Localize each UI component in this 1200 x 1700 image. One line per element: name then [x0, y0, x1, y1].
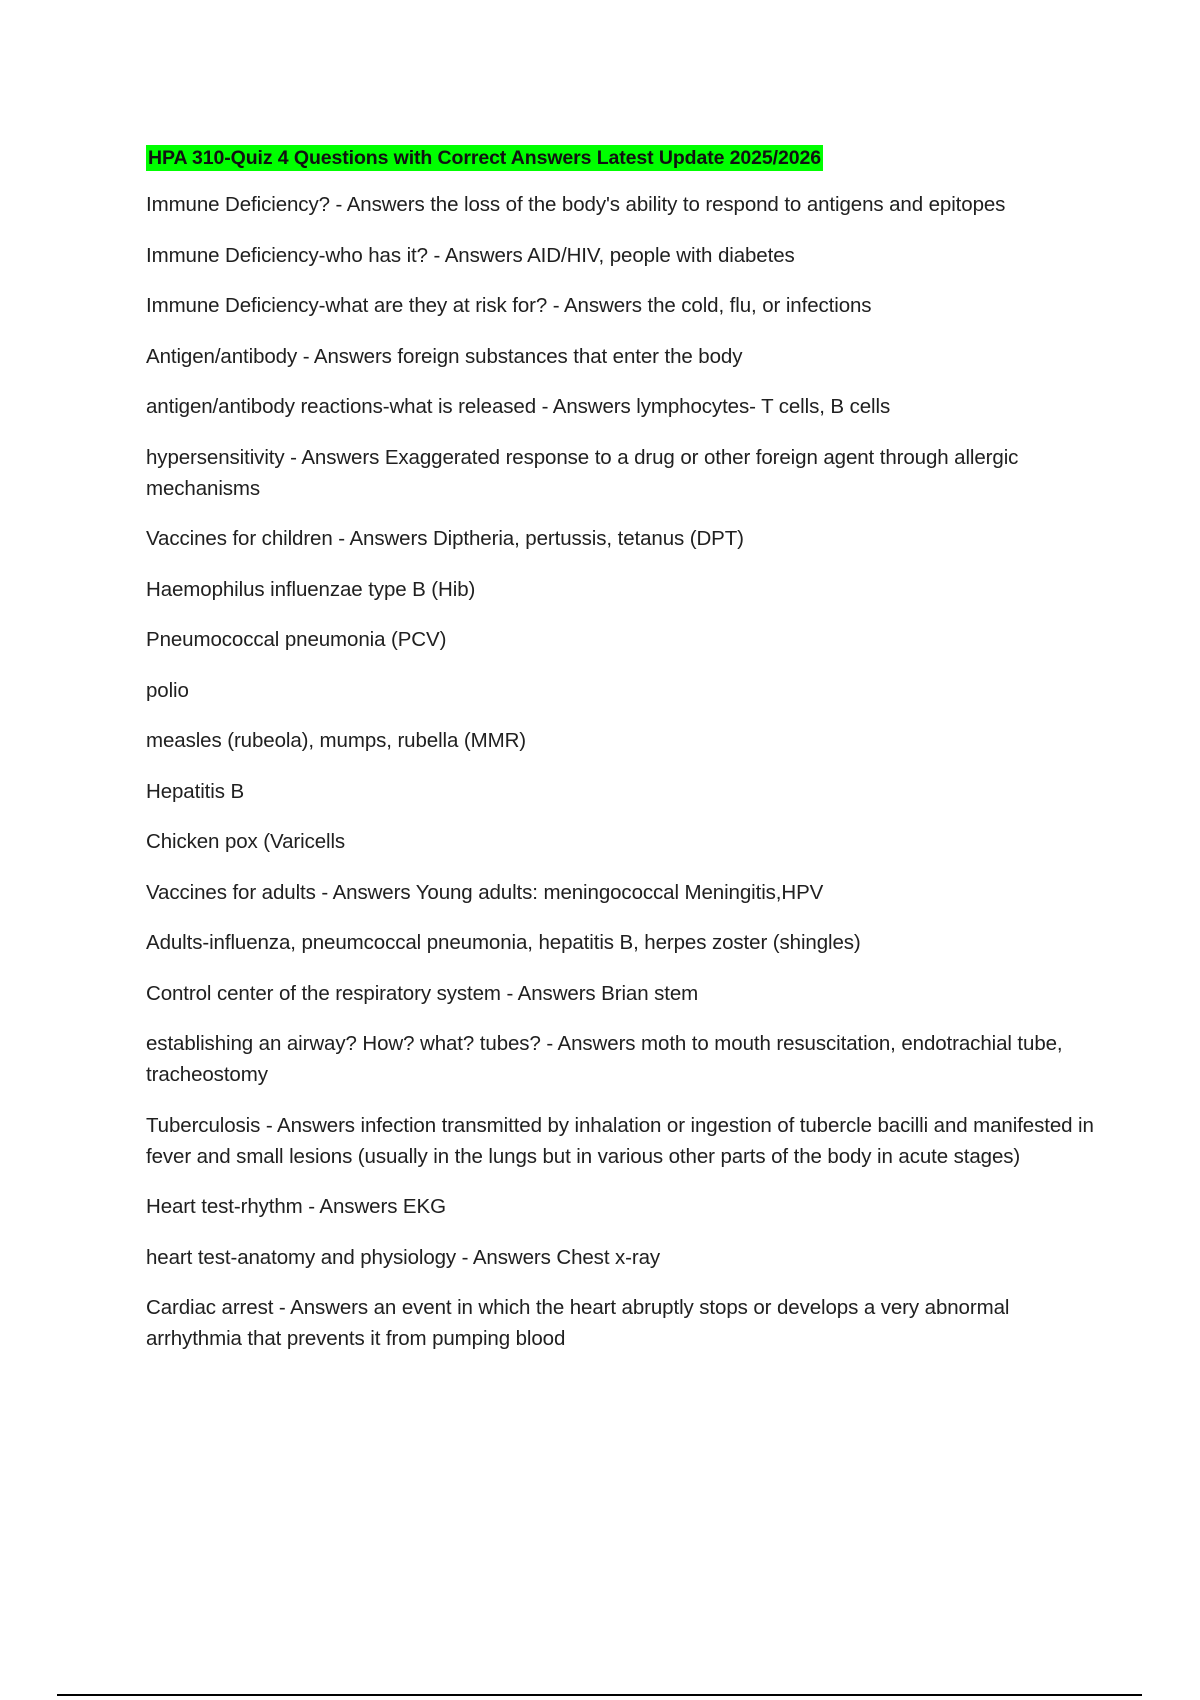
qa-entry-21: Cardiac arrest - Answers an event in which the heart abruptly stops or develops a very abnormal arrhythmia that prevents it from pumping blood	[146, 1296, 1010, 1350]
qa-entry-11: measles (rubeola), mumps, rubella (MMR)	[146, 729, 527, 752]
document-title: HPA 310-Quiz 4 Questions with Correct Answers Latest Update 2025/2026	[148, 147, 821, 169]
qa-entry-17: establishing an airway? How? what? tubes? - Answers moth to mouth resuscitation, endotrachial tube, tracheostomy	[146, 1032, 1063, 1086]
qa-entry-18: Tuberculosis - Answers infection transmitted by inhalation or ingestion of tubercle bacilli and manifested in fever and small lesions (usually in the lungs but in various other parts of the body in acute stages)	[146, 1113, 1094, 1168]
qa-entry-4: Antigen/antibody - Answers foreign substances that enter the body	[146, 344, 743, 368]
qa-entry-10: polio	[146, 678, 189, 702]
qa-entry-5: antigen/antibody reactions-what is released - Answers lymphocytes- T cells, B cells	[146, 395, 891, 418]
qa-entry-12: Hepatitis B	[146, 779, 245, 803]
document-body	[146, 145, 1096, 1374]
qa-entry-3: Immune Deficiency-what are they at risk for? - Answers the cold, flu, or infections	[146, 294, 872, 317]
qa-entry-16: Control center of the respiratory system - Answers Brian stem	[146, 981, 699, 1005]
qa-entry-8: Haemophilus influenzae type B (Hib)	[146, 577, 476, 601]
qa-entry-6: hypersensitivity - Answers Exaggerated response to a drug or other foreign agent through allergic mechanisms	[146, 445, 1019, 500]
qa-entry-13: Chicken pox (Varicells	[146, 830, 346, 853]
qa-entry-1: Immune Deficiency? - Answers the loss of the body's ability to respond to antigens and epitopes	[146, 193, 1006, 216]
qa-entry-7: Vaccines for children - Answers Diptheria, pertussis, tetanus (DPT)	[146, 527, 744, 550]
footer-divider	[57, 1694, 1142, 1696]
qa-entry-9: Pneumococcal pneumonia (PCV)	[146, 628, 447, 651]
qa-entry-14: Vaccines for adults - Answers Young adults: meningococcal Meningitis,HPV	[146, 880, 824, 904]
qa-entry-15: Adults-influenza, pneumcoccal pneumonia, hepatitis B, herpes zoster (shingles)	[146, 931, 861, 954]
qa-entry-2: Immune Deficiency-who has it? - Answers AID/HIV, people with diabetes	[146, 243, 795, 267]
qa-entry-20: heart test-anatomy and physiology - Answers Chest x-ray	[146, 1245, 661, 1269]
qa-entry-19: Heart test-rhythm - Answers EKG	[146, 1195, 446, 1218]
